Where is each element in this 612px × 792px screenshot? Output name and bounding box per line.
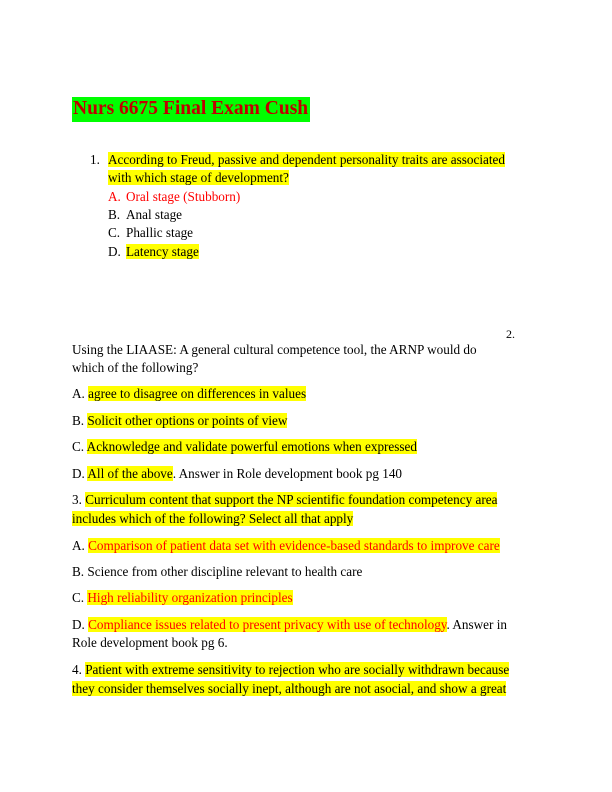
option-text: Oral stage (Stubborn) <box>126 189 241 204</box>
option-text: Science from other discipline relevant to health care <box>87 564 363 579</box>
option-text: Comparison of patient data set with evidence-based standards to improve care <box>88 538 500 553</box>
q4-number: 4. <box>72 662 82 677</box>
q3-option-c <box>72 589 293 607</box>
q3-stem-text2: includes which of the following? Select all that apply <box>72 511 354 526</box>
document-title: Nurs 6675 Final Exam Cush <box>72 97 310 122</box>
option-text: Latency stage <box>126 244 199 259</box>
q1-stem-text2: with which stage of development? <box>108 170 289 185</box>
q1-stem-line2 <box>108 169 289 187</box>
option-letter: A. <box>72 386 85 401</box>
q4-stem-line1 <box>72 661 509 679</box>
option-letter: A. <box>72 538 85 553</box>
q2-option-d <box>72 465 402 483</box>
option-text: Phallic stage <box>126 225 194 240</box>
option-text: All of the above <box>87 466 173 481</box>
q4-stem-text1: Patient with extreme sensitivity to rejection who are socially withdrawn because <box>85 662 510 677</box>
option-text: Compliance issues related to present privacy with use of technology <box>88 617 447 632</box>
q3-option-a <box>72 537 500 555</box>
option-text: Solicit other options or points of view <box>87 413 288 428</box>
q2-option-b <box>72 412 287 430</box>
option-text: High reliability organization principles <box>87 590 293 605</box>
q4-stem-text2: they consider themselves socially inept, although are not asocial, and show a great <box>72 681 507 696</box>
q3-number: 3. <box>72 492 82 507</box>
option-letter: B. <box>72 413 85 428</box>
q4-stem-line2 <box>72 680 506 698</box>
option-letter: D. <box>108 244 121 259</box>
option-note: . Answer in Role development book pg 140 <box>172 466 403 481</box>
q1-option-a <box>108 188 240 206</box>
option-letter: C. <box>108 225 121 240</box>
q1-option-c <box>108 224 193 242</box>
option-text: agree to disagree on differences in values <box>88 386 307 401</box>
q3-option-b <box>72 563 362 581</box>
q1-stem-line1 <box>108 151 505 169</box>
q1-option-b <box>108 206 182 224</box>
q3-stem-text1: Curriculum content that support the NP scientific foundation competency area <box>85 492 498 507</box>
option-text: Anal stage <box>126 207 183 222</box>
option-letter: A. <box>108 189 121 204</box>
q2-option-c <box>72 438 417 456</box>
option-letter: D. <box>72 617 85 632</box>
q2-stem-line1: Using the LIAASE: A general cultural competence tool, the ARNP would do <box>72 342 477 357</box>
q1-option-d <box>108 243 199 261</box>
option-note: . Answer in <box>446 617 507 632</box>
q3-option-d <box>72 616 507 634</box>
option-text: Acknowledge and validate powerful emotions when expressed <box>86 439 417 454</box>
q3-stem-line2 <box>72 510 353 528</box>
q1-stem-text1: According to Freud, passive and dependent personality traits are associated <box>108 152 505 167</box>
option-letter: B. <box>108 207 121 222</box>
option-letter: C. <box>72 439 85 454</box>
q2-number: 2. <box>506 327 515 341</box>
q2-stem-line2: which of the following? <box>72 360 199 375</box>
option-letter: D. <box>72 466 85 481</box>
q3-option-d-note-line2: Role development book pg 6. <box>72 635 228 650</box>
q1-number: 1. <box>90 152 100 167</box>
option-letter: C. <box>72 590 85 605</box>
q2-option-a <box>72 385 306 403</box>
option-letter: B. <box>72 564 85 579</box>
q3-stem-line1 <box>72 491 497 509</box>
